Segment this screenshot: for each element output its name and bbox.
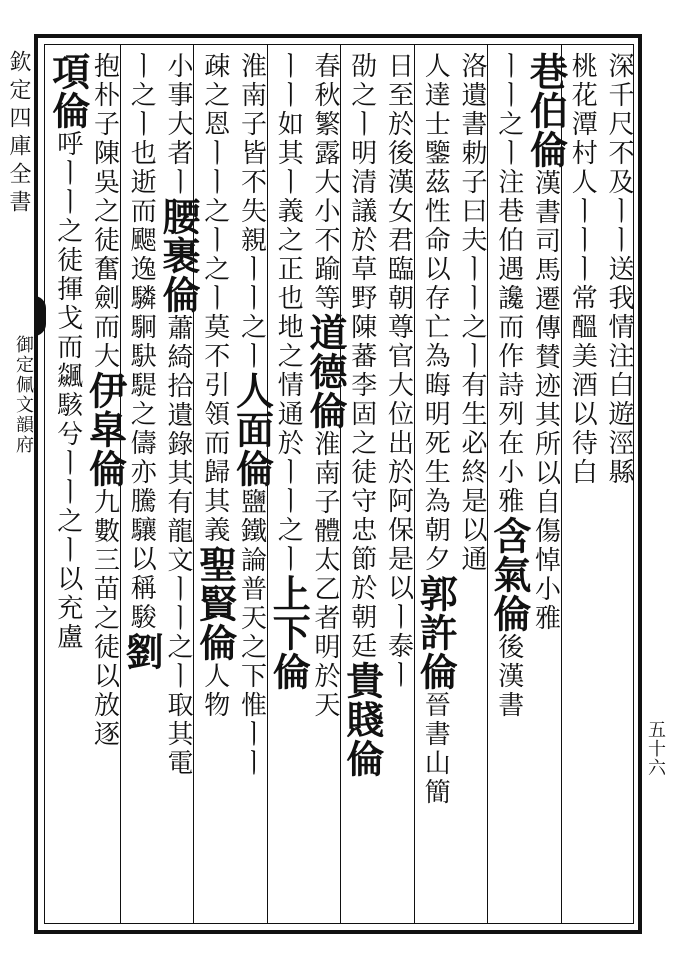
entry-heading: 劉 [119,632,165,671]
entry-text: 呼ㅣㅣ之徒揮戈而飊駭 [52,130,83,420]
entry-text: ㅣ之ㅣ也 [126,52,157,168]
entry-heading: 上下倫 [266,574,312,691]
text-column [413,52,459,916]
entry-text: 人達士鑒茲性命以存亡為晦明死生為朝夕 [420,52,451,574]
text-column [523,52,569,916]
entry-text: 蕭綺拾遺錄其有龍文ㅣㅣ之ㅣ取其電 [163,314,193,778]
entry-heading: 腰裹倫 [156,197,201,314]
fold-mark [34,296,46,336]
text-column [156,52,201,916]
entry-text: 春秋繁露大小不踰等 [310,52,340,313]
book-title: 欽定四庫全書 [6,50,31,218]
entry-heading: 人面倫 [229,371,275,488]
text-column [82,52,128,916]
entry-text: 深千尺不及ㅣㅣ送我情注白遊涇縣 [604,52,634,487]
entry-heading: 貴賤倫 [339,661,385,778]
text-column [486,52,532,916]
entry-heading: 道德倫 [303,313,348,430]
entry-text: 兮ㅣㅣ之ㅣ以充盧 [52,420,83,652]
entry-heading: 伊皐倫 [82,371,128,488]
entry-text: 桃花潭村人ㅣㅣㅣ常醞美酒以待白 [567,52,598,487]
text-column [380,52,413,916]
entry-text: ㅣㅣ之ㅣ注巷伯遇讒而作詩列在小雅 [493,52,524,516]
entry-text: 漢書司馬遷傳賛迹其所以自傷悼小雅 [530,169,561,633]
entry-text: 淮南子體太乙者明於天 [310,430,340,720]
entry-text: ㅣㅣ如其ㅣ義之正也 [273,52,304,313]
volume-title: 御定佩文韻府 [13,335,34,455]
text-column [564,52,597,916]
entry-text: 逝而颸逸驎駉駃騠之儔亦騰驤以稱駿 [126,168,157,632]
text-column [229,52,275,916]
entry-text: 抱朴子陳吳之徒奮劍而大 [89,52,120,371]
column-rule [193,45,194,923]
entry-text: 晉書山簡 [420,691,451,807]
entry-text: 疎之恩ㅣㅣ之ㅣ [199,52,230,255]
text-column [339,52,385,916]
entry-text: 人物 [199,662,230,720]
entry-text: 地之情通於ㅣㅣ之ㅣ [273,313,304,574]
text-column [45,52,91,916]
page-number: 五十六 [645,720,666,777]
text-column [192,52,238,916]
entry-heading: 巷伯倫 [523,52,569,169]
entry-text: 日至於後漢女君臨朝尊官大位出於阿保是以ㅣ泰ㅣ [383,52,414,690]
entry-text: 洛遺書勅子曰夫ㅣㅣ之ㅣ有生必終是以通 [457,52,487,574]
column-rule [487,45,488,923]
column-rule [340,45,341,923]
entry-text: 小事大者ㅣ [163,52,193,197]
entry-text: 之ㅣ莫不引領而歸其義 [199,255,230,545]
entry-text: 鹽鐵論普天之下惟ㅣㅣ [236,488,267,778]
text-column [600,52,633,916]
entry-text: 後漢書 [493,633,524,720]
entry-text: 九數三苗之徒以放逐 [89,488,120,749]
column-rule [414,45,415,923]
entry-text: 劭之ㅣ明清議於草野陳蕃李固之徒守忠節於朝廷 [346,52,377,661]
entry-heading: 項倫 [45,52,91,130]
entry-heading: 含氣倫 [486,516,532,633]
text-column [303,52,348,916]
entry-text: 淮南子皆不失親ㅣㅣ之ㅣ [236,52,267,371]
text-column [453,52,486,916]
entry-heading: 郭許倫 [413,574,459,691]
entry-heading: 聖賢倫 [192,545,238,662]
